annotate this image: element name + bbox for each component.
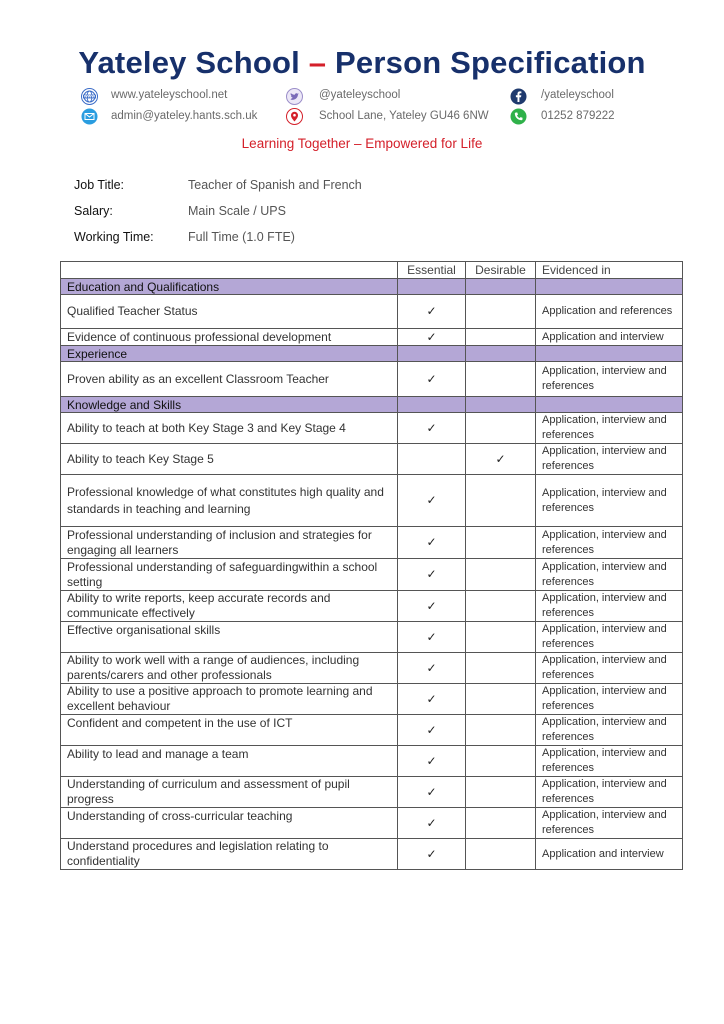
desirable-cell [466,653,536,684]
section-title: Education and Qualifications [61,279,398,295]
table-row [61,777,683,808]
website-link[interactable]: www.yateleyschool.net [111,89,228,101]
table-row [61,444,683,475]
header-criteria [61,262,398,279]
essential-tick: ✓ [398,746,466,777]
facebook-icon [510,88,527,105]
table-row [61,527,683,559]
table-row [61,591,683,622]
table-row [61,559,683,591]
criteria-cell: Understanding of cross-curricular teaching [61,808,398,839]
criteria-cell: Understand procedures and legislation relating to confidentiality [61,839,398,870]
table-row [61,715,683,746]
essential-tick: ✓ [398,777,466,808]
evidenced-cell: Application, interview and references [536,746,683,777]
essential-tick: ✓ [398,475,466,527]
table-row [61,684,683,715]
table-row [61,622,683,653]
desirable-cell [466,329,536,346]
desirable-cell [466,413,536,444]
section-row-experience [61,346,683,362]
job-title-label: Job Title: [74,178,125,192]
person-specification-table [60,261,683,870]
evidenced-cell: Application, interview and references [536,622,683,653]
essential-tick: ✓ [398,684,466,715]
section-title: Knowledge and Skills [61,397,398,413]
criteria-cell: Ability to teach at both Key Stage 3 and Key Stage 4 [61,413,398,444]
criteria-cell: Confident and competent in the use of ICT [61,715,398,746]
working-time-value: Full Time (1.0 FTE) [188,230,295,244]
header-desirable: Desirable [466,262,536,279]
section-row-knowledge-skills [61,397,683,413]
tagline: Learning Together – Empowered for Life [241,136,483,151]
evidenced-cell: Application, interview and references [536,362,683,397]
twitter-handle[interactable]: @yateleyschool [319,89,401,101]
essential-tick: ✓ [398,622,466,653]
email-icon [81,108,98,125]
table-row [61,413,683,444]
working-time-label: Working Time: [74,230,154,244]
evidenced-cell: Application, interview and references [536,777,683,808]
evidenced-cell: Application and references [536,295,683,329]
evidenced-cell: Application, interview and references [536,444,683,475]
criteria-cell: Evidence of continuous professional development [61,329,398,346]
evidenced-cell: Application, interview and references [536,715,683,746]
criteria-cell: Qualified Teacher Status [61,295,398,329]
essential-cell [398,444,466,475]
essential-tick: ✓ [398,329,466,346]
criteria-cell: Ability to lead and manage a team [61,746,398,777]
twitter-icon [286,88,303,105]
desirable-cell [466,622,536,653]
location-pin-icon [286,108,303,125]
evidenced-cell: Application, interview and references [536,527,683,559]
section-title: Experience [61,346,398,362]
evidenced-cell: Application, interview and references [536,413,683,444]
table-row [61,653,683,684]
desirable-cell [466,808,536,839]
evidenced-cell: Application, interview and references [536,591,683,622]
evidenced-cell: Application, interview and references [536,559,683,591]
criteria-cell: Ability to use a positive approach to promote learning and excellent behaviour [61,684,398,715]
essential-tick: ✓ [398,527,466,559]
table-row [61,839,683,870]
essential-tick: ✓ [398,413,466,444]
desirable-cell [466,746,536,777]
desirable-cell [466,839,536,870]
criteria-cell: Understanding of curriculum and assessment of pupil progress [61,777,398,808]
criteria-cell: Ability to work well with a range of audiences, including parents/carers and other professionals [61,653,398,684]
table-row [61,746,683,777]
criteria-cell: Ability to teach Key Stage 5 [61,444,398,475]
evidenced-cell: Application and interview [536,839,683,870]
job-title-value: Teacher of Spanish and French [188,178,362,192]
desirable-cell [466,684,536,715]
evidenced-cell: Application, interview and references [536,808,683,839]
criteria-cell: Professional knowledge of what constitutes high quality and standards in teaching and learning [61,475,398,527]
email-link[interactable]: admin@yateley.hants.sch.uk [111,110,258,122]
table-row [61,329,683,346]
evidenced-cell: Application, interview and references [536,684,683,715]
title-document-name: Person Specification [335,45,646,80]
www-icon [81,88,98,105]
desirable-cell [466,591,536,622]
evidenced-cell: Application and interview [536,329,683,346]
essential-tick: ✓ [398,715,466,746]
essential-tick: ✓ [398,653,466,684]
essential-tick: ✓ [398,559,466,591]
title-dash: – [308,45,327,80]
table-row [61,808,683,839]
criteria-cell: Effective organisational skills [61,622,398,653]
svg-text:WWW: WWW [83,94,96,99]
table-row [61,475,683,527]
essential-tick: ✓ [398,362,466,397]
phone-icon [510,108,527,125]
evidenced-cell: Application, interview and references [536,475,683,527]
desirable-cell [466,777,536,808]
essential-tick: ✓ [398,808,466,839]
page-title [0,45,724,81]
desirable-cell [466,362,536,397]
evidenced-cell: Application, interview and references [536,653,683,684]
salary-label: Salary: [74,204,113,218]
desirable-cell [466,715,536,746]
section-row-education [61,279,683,295]
essential-tick: ✓ [398,839,466,870]
table-header-row [61,262,683,279]
desirable-cell [466,559,536,591]
criteria-cell: Professional understanding of inclusion and strategies for engaging all learners [61,527,398,559]
header-evidenced-in: Evidenced in [536,262,683,279]
table-row [61,295,683,329]
desirable-cell [466,475,536,527]
criteria-cell: Proven ability as an excellent Classroom Teacher [61,362,398,397]
table-row [61,362,683,397]
criteria-cell: Ability to write reports, keep accurate records and communicate effectively [61,591,398,622]
essential-tick: ✓ [398,295,466,329]
header-essential: Essential [398,262,466,279]
salary-value: Main Scale / UPS [188,204,286,218]
desirable-cell [466,295,536,329]
phone-number[interactable]: 01252 879222 [541,110,615,122]
title-school-name: Yateley School [78,45,300,80]
essential-tick: ✓ [398,591,466,622]
criteria-cell: Professional understanding of safeguardingwithin a school setting [61,559,398,591]
address-text: School Lane, Yateley GU46 6NW [319,110,489,122]
desirable-tick: ✓ [466,444,536,475]
facebook-handle[interactable]: /yateleyschool [541,89,614,101]
desirable-cell [466,527,536,559]
